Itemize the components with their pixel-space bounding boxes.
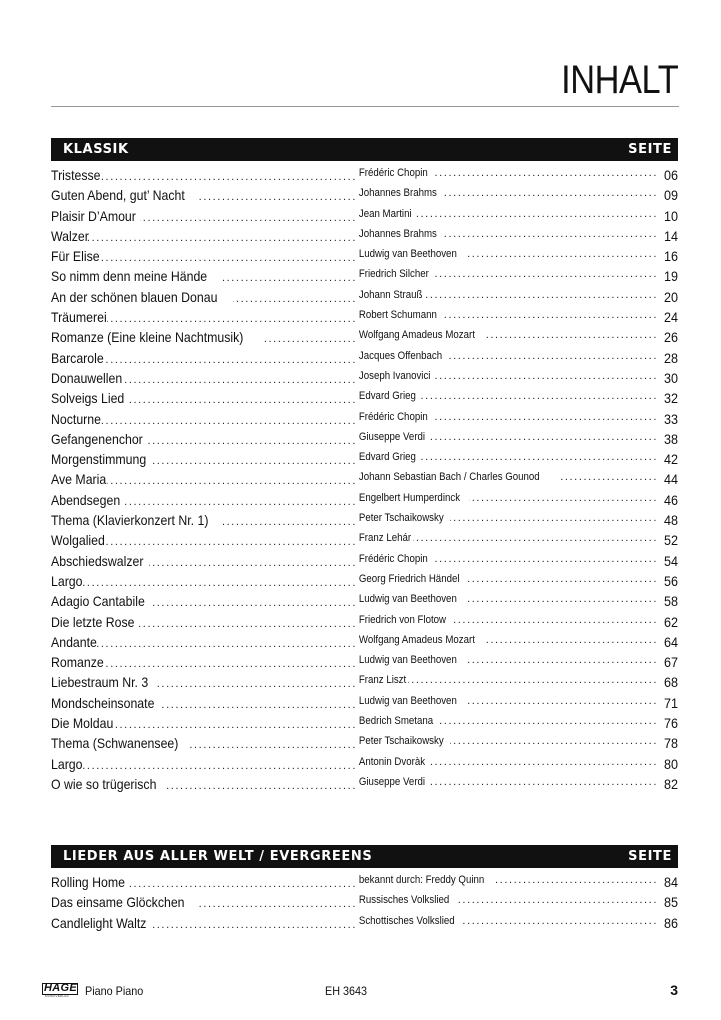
title-cell (51, 695, 357, 715)
table-row (51, 390, 678, 410)
table-row (51, 492, 678, 512)
table-row (51, 228, 678, 248)
title-cell (51, 390, 357, 410)
composer-name: Ludwig van Beethoven (358, 248, 457, 261)
dot-leader (80, 577, 357, 589)
dot-leader (139, 618, 357, 630)
title-cell (51, 471, 357, 491)
dot-leader (408, 674, 658, 686)
piece-title: Mondscheinsonate (51, 694, 155, 711)
table-row (51, 874, 678, 894)
piece-title: Die letzte Rose (51, 613, 135, 630)
composer-name: Franz Liszt (358, 674, 407, 687)
dot-leader (465, 593, 658, 605)
composer-name: Giuseppe Verdi (358, 430, 426, 443)
page-number: 58 (663, 593, 678, 610)
dot-leader (196, 898, 357, 910)
table-row (51, 512, 678, 532)
publisher-logo (42, 982, 78, 998)
title-cell (51, 674, 357, 694)
title-cell (51, 350, 357, 370)
composer-cell (358, 208, 658, 228)
page-number: 52 (663, 532, 678, 549)
dot-leader (123, 496, 357, 508)
dot-leader (413, 532, 658, 544)
piece-title: Barcarole (51, 349, 104, 366)
composer-name: Ludwig van Beethoven (358, 593, 457, 606)
dot-leader (435, 370, 658, 382)
composer-name: Edvard Grieg (358, 390, 416, 403)
dot-leader (465, 248, 658, 260)
section-page-label: SEITE (628, 142, 672, 157)
composer-name: Johann Strauß (358, 288, 423, 301)
composer-cell (358, 593, 658, 613)
dot-leader (115, 719, 357, 731)
page-number: 78 (663, 735, 678, 752)
composer-name: Friedrich Silcher (358, 268, 429, 281)
footer-page-number: 3 (670, 982, 678, 998)
piece-title: Nocturne (51, 410, 101, 427)
page-number: 86 (663, 914, 678, 931)
dot-leader (223, 516, 357, 528)
dot-leader (429, 776, 658, 788)
dot-leader (162, 699, 357, 711)
title-cell (51, 208, 357, 228)
piece-title: Solveigs Lied (51, 390, 125, 407)
page-number: 19 (663, 268, 678, 285)
piece-title: Romanze (Eine kleine Nachtmusik) (51, 329, 244, 346)
piece-title: Abschiedswalzer (51, 552, 144, 569)
title-cell (51, 289, 357, 309)
dot-leader (104, 658, 357, 670)
piece-title: Thema (Klavierkonzert Nr. 1) (51, 512, 209, 529)
page-number: 67 (663, 654, 678, 671)
composer-name: Johannes Brahms (358, 227, 437, 240)
dot-leader (87, 232, 357, 244)
page-number: 14 (663, 227, 678, 244)
page-number: 28 (663, 349, 678, 366)
title-cell (51, 187, 357, 207)
page-title: INHALT (560, 58, 678, 102)
table-row (51, 431, 678, 451)
title-cell (51, 735, 357, 755)
dot-leader (151, 597, 357, 609)
dot-leader (107, 313, 357, 325)
title-cell (51, 228, 357, 248)
title-cell (51, 431, 357, 451)
table-row (51, 451, 678, 471)
piece-title: Guten Abend, gut’ Nacht (51, 187, 185, 204)
piece-title: O wie so trügerisch (51, 775, 157, 792)
title-cell (51, 309, 357, 329)
title-cell (51, 614, 357, 634)
dot-leader (107, 475, 357, 487)
composer-name: Franz Lehár (358, 532, 412, 545)
dot-leader (496, 874, 658, 886)
composer-name: Ludwig van Beethoven (358, 694, 457, 707)
table-row (51, 756, 678, 776)
piece-title: Walzer (51, 227, 89, 244)
composer-cell (358, 735, 658, 755)
composer-name: Georg Friedrich Händel (358, 572, 460, 585)
dot-leader (486, 329, 658, 341)
title-cell (51, 894, 357, 914)
dot-leader (453, 614, 658, 626)
title-cell (51, 634, 357, 654)
composer-cell (358, 187, 658, 207)
table-row (51, 187, 678, 207)
footer (42, 983, 678, 1001)
page-number: 76 (663, 715, 678, 732)
page-number: 30 (663, 369, 678, 386)
page-number: 09 (663, 187, 678, 204)
table-row (51, 614, 678, 634)
title-cell (51, 167, 357, 187)
dot-leader (429, 431, 658, 443)
dot-leader (101, 415, 357, 427)
composer-name: Joseph Ivanovici (358, 369, 431, 382)
title-cell (51, 915, 357, 935)
composer-cell (358, 695, 658, 715)
dot-leader (80, 760, 357, 772)
piece-title: Die Moldau (51, 715, 114, 732)
composer-name: Wolfgang Amadeus Mozart (358, 633, 475, 646)
page-number: 33 (663, 410, 678, 427)
section-page-label: SEITE (628, 849, 672, 864)
composer-cell (358, 350, 658, 370)
composer-name: Peter Tschaikowsky (358, 512, 444, 525)
piece-title: Plaisir D’Amour (51, 207, 136, 224)
composer-cell (358, 553, 658, 573)
table-row (51, 553, 678, 573)
piece-title: Träumerei (51, 309, 107, 326)
dot-leader (128, 878, 357, 890)
composer-name: Peter Tschaikowsky (358, 735, 444, 748)
title-cell (51, 874, 357, 894)
entry-list (51, 874, 678, 935)
dot-leader (559, 471, 658, 483)
table-row (51, 309, 678, 329)
composer-name: Ludwig van Beethoven (358, 654, 457, 667)
table-row (51, 167, 678, 187)
dot-leader (152, 455, 357, 467)
composer-cell (358, 370, 658, 390)
section-heading: LIEDER AUS ALLER WELT / EVERGREENS (63, 849, 373, 864)
page-number: 54 (663, 552, 678, 569)
section-lieder (51, 845, 678, 935)
table-row (51, 329, 678, 349)
composer-name: Engelbert Humperdinck (358, 491, 461, 504)
piece-title: Donauwellen (51, 369, 123, 386)
title-cell (51, 654, 357, 674)
dot-leader (449, 350, 658, 362)
footer-code: EH 3643 (325, 984, 368, 998)
composer-cell (358, 329, 658, 349)
page-number: 68 (663, 674, 678, 691)
title-cell (51, 451, 357, 471)
dot-leader (465, 654, 658, 666)
dot-leader (105, 536, 357, 548)
composer-cell (358, 309, 658, 329)
piece-title: Ave Maria (51, 471, 107, 488)
dot-leader (443, 228, 658, 240)
title-cell (51, 756, 357, 776)
composer-cell (358, 874, 658, 894)
composer-name: Jean Martini (358, 207, 412, 220)
composer-cell (358, 289, 658, 309)
composer-cell (358, 390, 658, 410)
section-header (51, 138, 678, 161)
composer-cell (358, 451, 658, 471)
page-number: 62 (663, 613, 678, 630)
piece-title: An der schönen blauen Donau (51, 288, 218, 305)
table-row (51, 715, 678, 735)
composer-cell (358, 512, 658, 532)
table-row (51, 370, 678, 390)
dot-leader (432, 167, 658, 179)
title-cell (51, 411, 357, 431)
composer-name: Schottisches Volkslied (358, 914, 455, 927)
section-heading: KLASSIK (63, 142, 129, 157)
piece-title: Das einsame Glöckchen (51, 894, 185, 911)
piece-title: Abendsegen (51, 491, 121, 508)
dot-leader (164, 780, 357, 792)
title-cell (51, 268, 357, 288)
title-cell (51, 776, 357, 796)
dot-leader (127, 394, 357, 406)
composer-name: Edvard Grieg (358, 451, 416, 464)
dot-leader (433, 268, 658, 280)
piece-title: Für Elise (51, 248, 100, 265)
composer-name: bekannt durch: Freddy Quinn (358, 874, 485, 886)
dot-leader (469, 492, 658, 504)
title-cell (51, 593, 357, 613)
dot-leader (125, 374, 357, 386)
section-header (51, 845, 678, 868)
dot-leader (450, 512, 658, 524)
composer-name: Frédéric Chopin (358, 552, 428, 565)
page-number: 44 (663, 471, 678, 488)
composer-cell (358, 411, 658, 431)
dot-leader (100, 171, 357, 183)
composer-cell (358, 654, 658, 674)
piece-title: Gefangenenchor (51, 430, 143, 447)
piece-title: Romanze (51, 654, 104, 671)
dot-leader (438, 715, 658, 727)
table-row (51, 674, 678, 694)
table-row (51, 350, 678, 370)
composer-cell (358, 634, 658, 654)
page-number: 84 (663, 874, 678, 890)
dot-leader (463, 915, 658, 927)
composer-cell (358, 532, 658, 552)
composer-name: Russisches Volkslied (358, 894, 450, 907)
entry-list (51, 167, 678, 796)
dot-leader (486, 634, 658, 646)
composer-cell (358, 756, 658, 776)
title-cell (51, 492, 357, 512)
table-row (51, 248, 678, 268)
composer-cell (358, 674, 658, 694)
composer-cell (358, 915, 658, 935)
piece-title: Morgenstimmung (51, 451, 147, 468)
composer-name: Friedrich von Flotow (358, 613, 447, 626)
piece-title: Andante (51, 633, 97, 650)
title-cell (51, 573, 357, 593)
dot-leader (140, 212, 357, 224)
dot-leader (426, 289, 658, 301)
piece-title: Tristesse (51, 167, 101, 183)
dot-leader (450, 735, 658, 747)
piece-title: Rolling Home (51, 874, 125, 890)
composer-cell (358, 715, 658, 735)
table-row (51, 634, 678, 654)
section-klassik (51, 138, 678, 796)
page-number: 56 (663, 572, 678, 589)
dot-leader (189, 739, 357, 751)
dot-leader (432, 411, 658, 423)
page-number: 82 (663, 775, 678, 792)
table-row (51, 915, 678, 935)
dot-leader (149, 557, 357, 569)
composer-cell (358, 492, 658, 512)
table-row (51, 411, 678, 431)
composer-cell (358, 248, 658, 268)
page-number: 16 (663, 248, 678, 265)
piece-title: Thema (Schwanensee) (51, 735, 179, 752)
footer-series: Piano Piano (85, 984, 144, 998)
table-row (51, 776, 678, 796)
piece-title: Largo (51, 755, 83, 772)
dot-leader (419, 390, 658, 402)
composer-cell (358, 431, 658, 451)
dot-leader (152, 919, 357, 931)
logo-text: HAGE (44, 982, 77, 994)
page-number: 85 (663, 894, 678, 911)
page-number: 80 (663, 755, 678, 772)
composer-cell (358, 776, 658, 796)
table-row (51, 268, 678, 288)
page-number: 46 (663, 491, 678, 508)
table-row (51, 289, 678, 309)
piece-title: Largo (51, 572, 83, 589)
title-cell (51, 370, 357, 390)
piece-title: Candlelight Waltz (51, 914, 147, 931)
title-cell (51, 512, 357, 532)
composer-cell (358, 471, 658, 491)
page-number: 71 (663, 694, 678, 711)
dot-leader (457, 894, 658, 906)
composer-cell (358, 614, 658, 634)
piece-title: So nimm denn meine Hände (51, 268, 208, 285)
composer-name: Robert Schumann (358, 309, 437, 322)
table-row (51, 695, 678, 715)
title-cell (51, 553, 357, 573)
dot-leader (221, 272, 357, 284)
composer-cell (358, 268, 658, 288)
title-cell (51, 248, 357, 268)
composer-cell (358, 167, 658, 187)
dot-leader (148, 435, 357, 447)
page-number: 26 (663, 329, 678, 346)
title-cell (51, 329, 357, 349)
composer-name: Bedrich Smetana (358, 715, 434, 728)
table-row (51, 471, 678, 491)
page-number: 10 (663, 207, 678, 224)
table-row (51, 573, 678, 593)
dot-leader (465, 695, 658, 707)
dot-leader (263, 333, 357, 345)
page-number: 20 (663, 288, 678, 305)
piece-title: Adagio Cantabile (51, 593, 145, 610)
dot-leader (429, 756, 658, 768)
title-rule (51, 106, 679, 107)
dot-leader (419, 451, 658, 463)
title-cell (51, 532, 357, 552)
page-number: 32 (663, 390, 678, 407)
piece-title: Wolgalied (51, 532, 105, 549)
composer-cell (358, 894, 658, 914)
composer-name: Wolfgang Amadeus Mozart (358, 329, 475, 342)
dot-leader (443, 187, 658, 199)
composer-name: Johann Sebastian Bach / Charles Gounod (358, 471, 540, 484)
composer-name: Frédéric Chopin (358, 410, 428, 423)
table-row (51, 654, 678, 674)
composer-name: Giuseppe Verdi (358, 775, 426, 788)
dot-leader (104, 354, 357, 366)
composer-name: Jacques Offenbach (358, 349, 443, 362)
composer-name: Frédéric Chopin (358, 167, 428, 179)
title-cell (51, 715, 357, 735)
page-number: 38 (663, 430, 678, 447)
composer-name: Johannes Brahms (358, 187, 437, 200)
piece-title: Liebestraum Nr. 3 (51, 674, 149, 691)
page-number: 06 (663, 167, 678, 183)
table-row (51, 532, 678, 552)
dot-leader (196, 191, 357, 203)
logo-subtext: MUSIKVERLAG (45, 994, 69, 998)
page-number: 24 (663, 309, 678, 326)
dot-leader (443, 309, 658, 321)
dot-leader (99, 252, 357, 264)
dot-leader (432, 553, 658, 565)
dot-leader (96, 638, 357, 650)
table-row (51, 735, 678, 755)
page-number: 48 (663, 512, 678, 529)
table-row (51, 894, 678, 914)
dot-leader (468, 573, 658, 585)
composer-cell (358, 228, 658, 248)
dot-leader (155, 678, 358, 690)
dot-leader (233, 293, 357, 305)
composer-cell (358, 573, 658, 593)
dot-leader (414, 208, 658, 220)
table-row (51, 208, 678, 228)
composer-name: Antonin Dvoràk (358, 755, 426, 768)
page-number: 42 (663, 451, 678, 468)
table-row (51, 593, 678, 613)
page-number: 64 (663, 633, 678, 650)
